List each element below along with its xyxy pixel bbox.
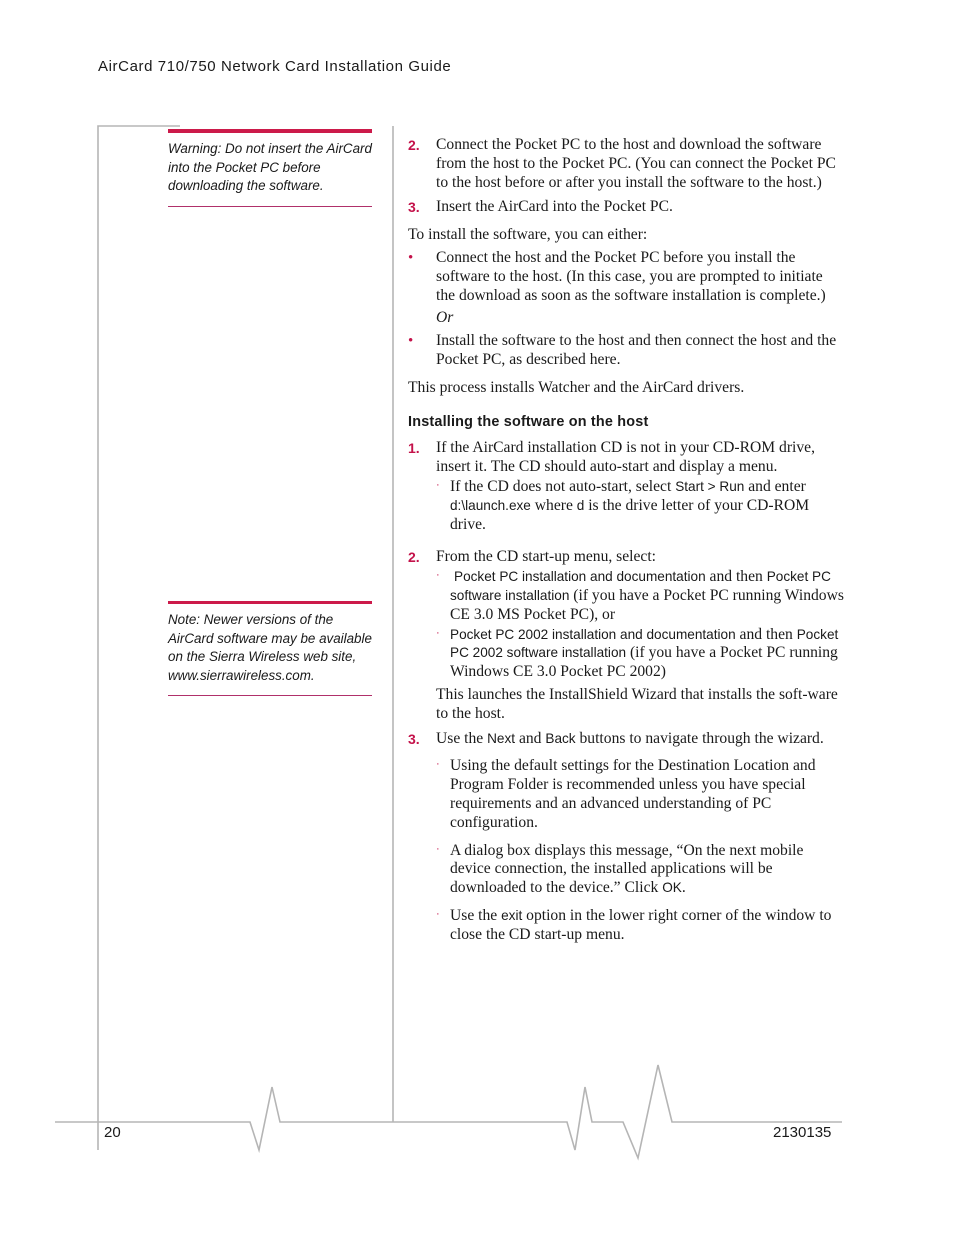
note-bottom-rule [168, 695, 372, 696]
ui-label-launch-exe: d:\launch.exe [450, 497, 531, 513]
launch-text: This launches the InstallShield Wizard that installs the soft-ware to the host. [436, 685, 838, 722]
sub-bullet: · [436, 478, 440, 491]
bullet: • [408, 333, 414, 350]
step-text: buttons to navigate through the wizard. [575, 729, 824, 747]
ui-label-exit: exit [501, 907, 523, 923]
doc-number: 2130135 [773, 1124, 832, 1141]
sub-text: (if you have a Pocket PC running Windows CE 3.0 MS Pocket PC), or [450, 586, 844, 623]
step-text: and [515, 729, 546, 747]
warning-sidenote [168, 129, 372, 207]
sub-text: where [530, 496, 577, 514]
ui-label-pocket-pc-software: Pocket PC software installation [450, 569, 831, 603]
sub-item-exit [436, 907, 844, 945]
note-top-bar [168, 601, 372, 604]
sub-text: Using the default settings for the Destination Location and Program Folder is recommended unless you have special requirements and an advanced understanding of PC configuration. [450, 757, 816, 831]
or-text: Or [436, 309, 454, 327]
sub-bullet: · [436, 626, 440, 639]
sub-text: option in the lower right corner of the window to close the CD start-up menu. [450, 906, 832, 943]
main-content [408, 136, 844, 944]
sub-text: is the drive letter of your CD-ROM drive. [450, 496, 810, 533]
install-intro: To install the software, you can either: [408, 226, 648, 244]
ui-label-next: Next [487, 730, 516, 746]
step-number: 2. [408, 549, 420, 566]
ui-label-d: d [576, 497, 585, 513]
sub-text: Use the [450, 906, 502, 924]
step-2-select-menu [408, 548, 844, 723]
note-text: Note: Newer versions of the AirCard software may be available on the Sierra Wireless web site, www.sierrawireless.com. [168, 612, 372, 683]
page-number: 20 [104, 1124, 121, 1141]
sub-text: If the CD does not auto-start, select [450, 477, 676, 495]
step-number: 1. [408, 440, 420, 457]
step-text: Connect the Pocket PC to the host and download the software from the host to the Pocket PC. (You can connect the Pocket PC to the host before or after you install the software to the host.) [436, 136, 836, 191]
sub-bullet: · [436, 907, 440, 920]
sub-item-pocket-pc [436, 568, 844, 624]
option-text: Connect the host and the Pocket PC before you install the software to the host. (In this case, you are prompted to initiate the download as soon as the software installation is complete.) [436, 248, 826, 304]
step-text: Insert the AirCard into the Pocket PC. [436, 198, 673, 216]
process-text: This process installs Watcher and the AirCard drivers. [408, 378, 745, 396]
step-text: Use the [436, 729, 488, 747]
sub-text: (if you have a Pocket PC running Windows CE 3.0 Pocket PC 2002) [450, 644, 838, 681]
section-heading: Installing the software on the host [408, 413, 649, 430]
ui-label-pocket-pc-install-doc: Pocket PC installation and documentation [454, 569, 706, 585]
sub-item-dialog-box [436, 842, 844, 898]
ui-label-start-run: Start > Run [675, 478, 745, 494]
sub-item-default-settings [436, 757, 844, 832]
step-1-insert-cd [408, 439, 844, 534]
note-sidenote [168, 601, 372, 696]
step-number: 2. [408, 137, 420, 153]
sub-item-autostart [436, 478, 844, 534]
ui-label-ok: OK [662, 880, 682, 896]
sub-text: and then [705, 568, 767, 586]
sub-text: and then [735, 625, 797, 643]
sub-bullet: · [436, 842, 440, 855]
bullet: • [408, 249, 414, 266]
sub-text: . [681, 879, 686, 897]
running-header: AirCard 710/750 Network Card Installation Guide [98, 58, 452, 75]
sub-bullet: · [436, 569, 440, 582]
step-text: From the CD start-up menu, select: [436, 548, 657, 566]
step-2-connect [408, 136, 844, 192]
warning-bottom-rule [168, 206, 372, 207]
ui-label-back: Back [545, 730, 576, 746]
sub-text: and enter [744, 477, 806, 495]
step-3-insert [408, 198, 844, 217]
step-text: If the AirCard installation CD is not in your CD-ROM drive, insert it. The CD should auto-start and display a menu. [436, 439, 815, 476]
option-connect-first [408, 249, 844, 305]
sub-text: A dialog box displays this message, “On the next mobile device connection, the installed applications will be downloaded to the device.” Click [450, 841, 804, 897]
option-text: Install the software to the host and then connect the host and the Pocket PC, as described here. [436, 332, 837, 368]
ui-label-pocket-pc-2002-software: Pocket PC 2002 software installation [450, 626, 839, 661]
warning-top-bar [168, 129, 372, 133]
warning-text: Warning: Do not insert the AirCard into the Pocket PC before downloading the software. [168, 141, 372, 194]
ui-label-pocket-pc-2002-install-doc: Pocket PC 2002 installation and documentation [450, 626, 736, 642]
sub-bullet: · [436, 758, 440, 771]
step-3-navigate [408, 730, 844, 945]
step-number: 3. [408, 199, 420, 216]
step-number: 3. [408, 730, 420, 747]
option-install-first [408, 332, 844, 370]
sub-item-pocket-pc-2002 [436, 626, 844, 682]
